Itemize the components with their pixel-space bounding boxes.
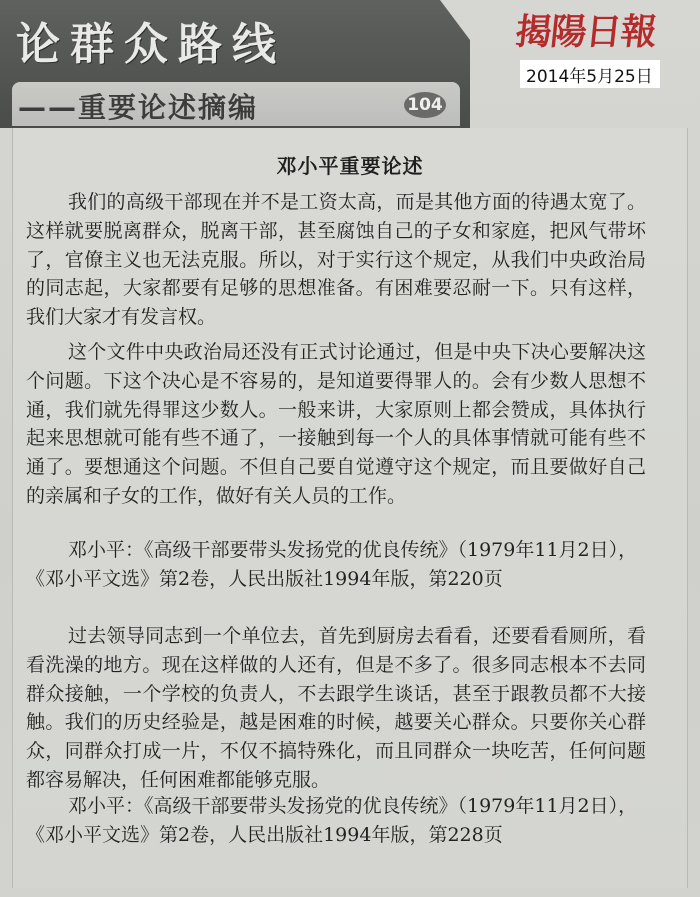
article-paragraph: 过去领导同志到一个单位去，首先到厨房去看看，还要看看厕所，看看洗澡的地方。现在这样做的人还有，但是不多了。很多同志根本不去同群众接触，一个学校的负责人，不去跟学生谈话，甚至于跟教员都不大接触。我们的历史经验是，越是困难的时候，越要关心群众。只要你关心群众，同群众打成一片，不仅不搞特殊化，而且同群众一块吃苦，任何问题都容易解决，任何困难都能够克服。 <box>26 625 646 791</box>
publication-date: 2014年5月25日 <box>526 67 653 87</box>
newspaper-logo: 揭陽日報 <box>513 11 658 53</box>
series-title: 论群众路线 <box>16 19 286 70</box>
series-subtitle: ——重要论述摘编 <box>18 91 259 124</box>
citation-source: 邓小平：《高级干部要带头发扬党的优良传统》（1979年11月2日），《邓小平文选》第2卷，人民出版社1994年版，第228页 <box>26 795 638 846</box>
issue-number-badge: 104 <box>404 92 446 118</box>
article-paragraph: 这个文件中央政治局还没有正式讨论通过，但是中央下决心要解决这个问题。下这个决心是不容易的，是知道要得罪人的。会有少数人思想不通，我们就先得罪这少数人。一般来讲，大家原则上都会赞成，具体执行起来思想就可能有些不通了，一接触到每一个人的具体事情就可能有些不通了。要想通这个问题。不但自己要自觉遵守这个规定，而且要做好自己的亲属和子女的工作，做好有关人员的工作。 <box>26 341 646 507</box>
article-title: 邓小平重要论述 <box>276 154 424 178</box>
article-paragraph: 我们的高级干部现在并不是工资太高，而是其他方面的待遇太宽了。这样就要脱离群众，脱离干部，甚至腐蚀自己的子女和家庭，把风气带坏了，官僚主义也无法克服。所以，对于实行这个规定，从我们中央政治局的同志起，大家都要有足够的思想准备。有困难要忍耐一下。只有这样，我们大家才有发言权。 <box>26 191 646 329</box>
citation-source: 邓小平：《高级干部要带头发扬党的优良传统》（1979年11月2日），《邓小平文选》第2卷，人民出版社1994年版，第220页 <box>26 539 638 590</box>
